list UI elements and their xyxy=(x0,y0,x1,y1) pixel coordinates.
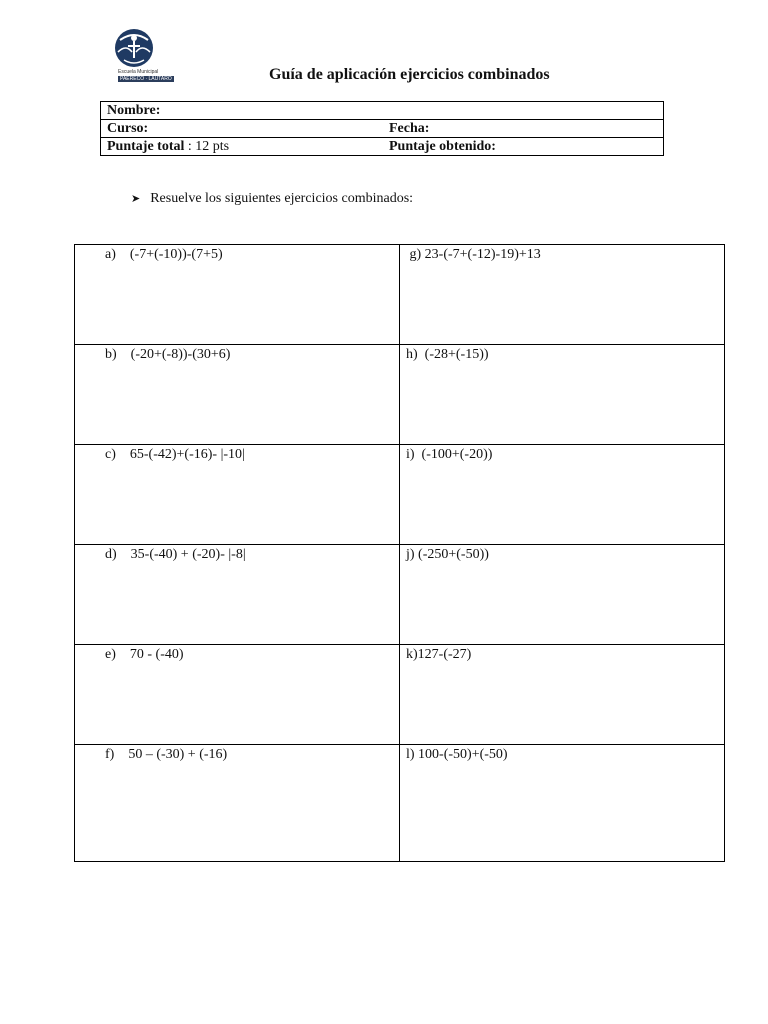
exercise-row xyxy=(75,645,725,745)
nombre-field[interactable] xyxy=(101,102,664,120)
logo-text-line2: PAERECO · LAUTARO xyxy=(120,76,172,82)
page-title: Guía de aplicación ejercicios combinados xyxy=(269,66,550,83)
puntaje-total-label: Puntaje total xyxy=(107,139,185,154)
exercise-cell-i[interactable] xyxy=(400,445,725,545)
exercise-h: h) (-28+(-15)) xyxy=(406,347,489,362)
student-info-table xyxy=(100,101,664,156)
exercise-cell-a[interactable] xyxy=(75,245,400,345)
exercise-e: e) 70 - (-40) xyxy=(105,647,184,662)
info-row-course xyxy=(101,120,664,138)
exercise-cell-k[interactable] xyxy=(400,645,725,745)
curso-label: Curso: xyxy=(107,121,149,136)
exercise-d: d) 35-(-40) + (-20)- |-8| xyxy=(105,547,246,562)
logo-text-line1: Escuela Municipal xyxy=(118,69,159,75)
exercise-i: i) (-100+(-20)) xyxy=(406,447,493,462)
fecha-field[interactable] xyxy=(383,120,664,138)
exercise-cell-b[interactable] xyxy=(75,345,400,445)
nombre-label: Nombre: xyxy=(107,103,161,118)
exercise-cell-l[interactable] xyxy=(400,745,725,862)
puntaje-obtenido-label: Puntaje obtenido: xyxy=(389,139,496,154)
exercise-cell-c[interactable] xyxy=(75,445,400,545)
exercise-cell-e[interactable] xyxy=(75,645,400,745)
exercise-row xyxy=(75,745,725,862)
exercise-cell-h[interactable] xyxy=(400,345,725,445)
exercises-table xyxy=(74,244,725,862)
curso-field[interactable] xyxy=(101,120,384,138)
exercise-cell-g[interactable] xyxy=(400,245,725,345)
exercise-row xyxy=(75,545,725,645)
fecha-label: Fecha: xyxy=(389,121,430,136)
instruction-text: Resuelve los siguientes ejercicios combinados: xyxy=(150,191,414,206)
puntaje-total-field xyxy=(101,138,384,156)
instruction xyxy=(131,191,413,207)
puntaje-obtenido-field[interactable] xyxy=(383,138,664,156)
exercise-g: g) 23-(-7+(-12)-19)+13 xyxy=(406,247,541,262)
exercise-k: k)127-(-27) xyxy=(406,647,472,662)
info-row-name xyxy=(101,102,664,120)
exercise-c: c) 65-(-42)+(-16)- |-10| xyxy=(105,447,245,462)
exercise-row xyxy=(75,345,725,445)
puntaje-total-value: : 12 pts xyxy=(187,139,230,154)
exercise-cell-d[interactable] xyxy=(75,545,400,645)
exercise-l: l) 100-(-50)+(-50) xyxy=(406,747,508,762)
exercise-a: a) (-7+(-10))-(7+5) xyxy=(105,247,223,262)
info-row-score xyxy=(101,138,664,156)
exercise-j: j) (-250+(-50)) xyxy=(406,547,489,562)
exercise-cell-j[interactable] xyxy=(400,545,725,645)
exercise-row xyxy=(75,445,725,545)
exercise-cell-f[interactable] xyxy=(75,745,400,862)
exercise-b: b) (-20+(-8))-(30+6) xyxy=(105,347,231,362)
exercise-row xyxy=(75,245,725,345)
arrow-bullet-icon: ➤ xyxy=(131,193,141,205)
exercise-f: f) 50 – (-30) + (-16) xyxy=(105,747,228,762)
